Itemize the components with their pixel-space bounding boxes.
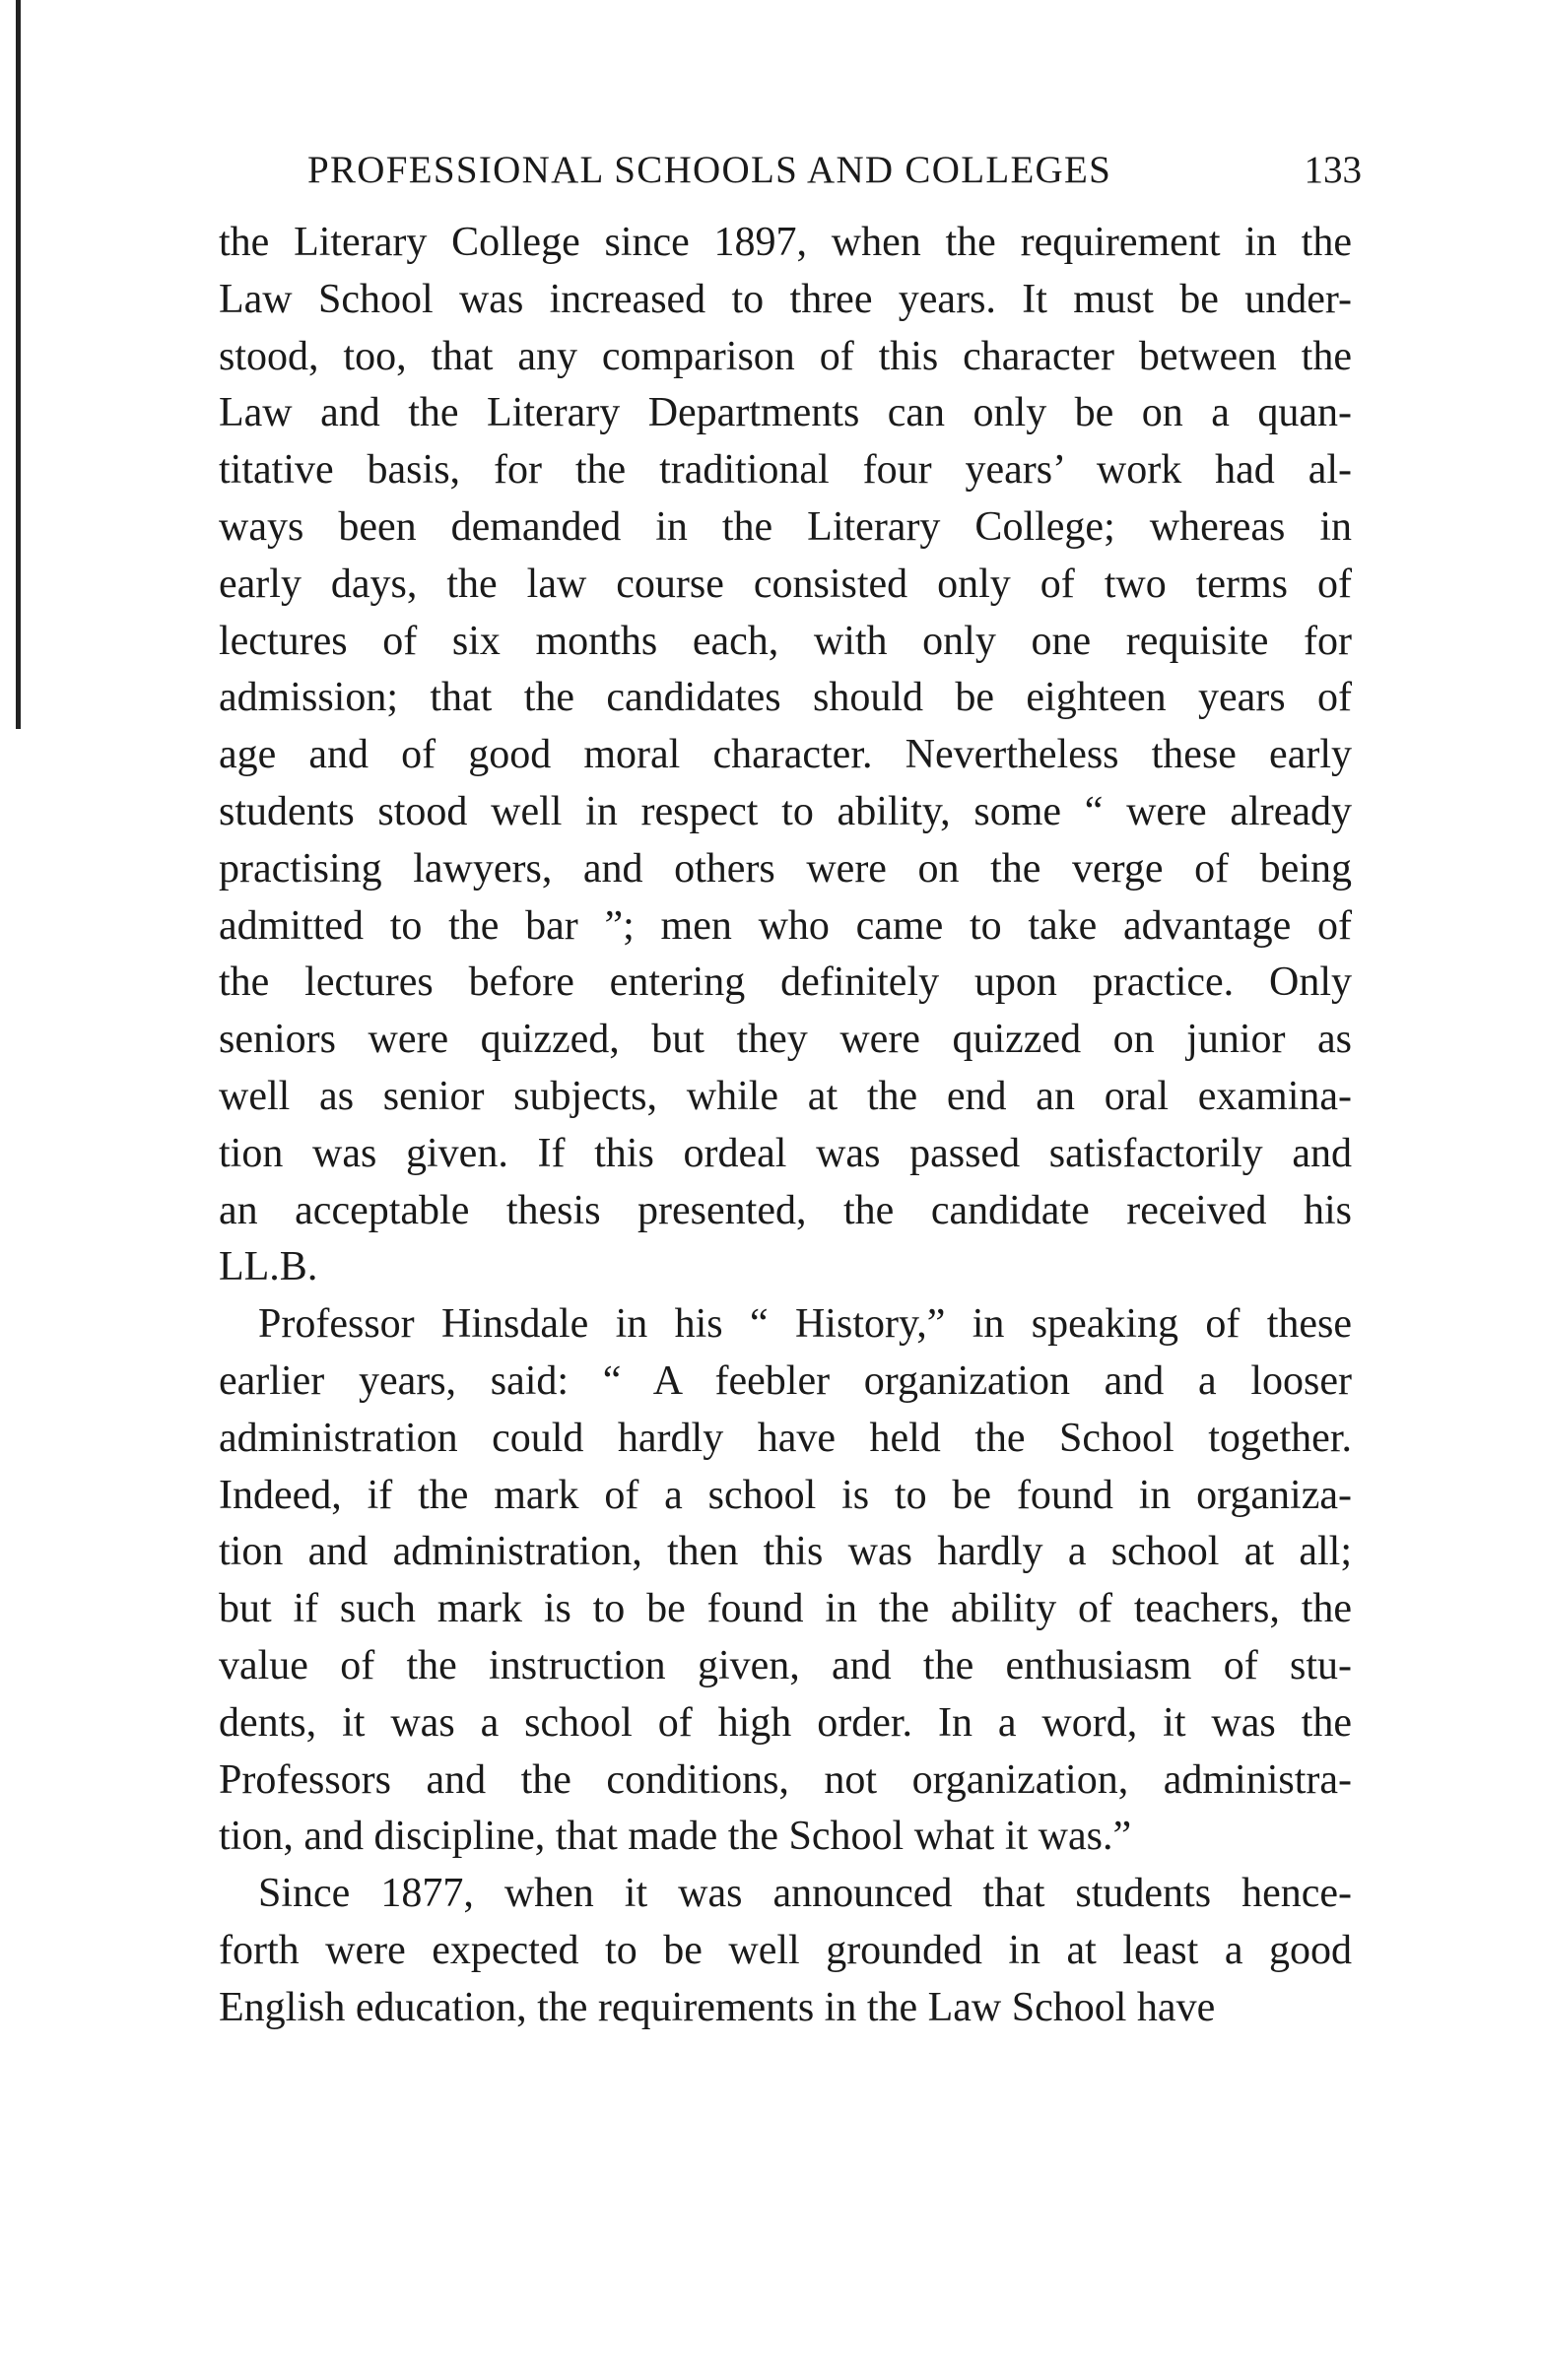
book-page <box>219 148 1362 2037</box>
text-line: Professor Hinsdale in his “ History,” in speaking of these <box>258 1301 1352 1348</box>
text-line: admitted to the bar ”; men who came to take advantage of <box>219 902 1352 949</box>
text-line: the lectures before entering definitely upon practice. Only <box>219 959 1352 1006</box>
text-line: Law School was increased to three years. It must be under- <box>219 276 1352 322</box>
text-line: tion and administration, then this was hardly a school at all; <box>219 1529 1352 1575</box>
text-line: Since 1877, when it was announced that students hence- <box>258 1871 1352 1917</box>
body-text <box>219 215 1352 2037</box>
text-line: value of the instruction given, and the enthusiasm of stu- <box>219 1642 1352 1688</box>
text-line: LL.B. <box>219 1244 318 1290</box>
text-line: age and of good moral character. Nevertheless these early <box>219 732 1352 778</box>
text-line: well as senior subjects, while at the end an oral examina- <box>219 1073 1352 1119</box>
text-line: seniors were quizzed, but they were quizzed on junior as <box>219 1017 1352 1063</box>
text-line: lectures of six months each, with only one requisite for <box>219 618 1352 664</box>
text-line: ways been demanded in the Literary College; whereas in <box>219 503 1352 550</box>
running-head <box>219 148 1362 197</box>
scan-edge-mark <box>16 0 21 729</box>
text-line: an acceptable thesis presented, the candidate received his <box>219 1187 1352 1233</box>
text-line: Law and the Literary Departments can only be on a quan- <box>219 390 1352 436</box>
text-line: students stood well in respect to ability, some “ were already <box>219 788 1352 834</box>
paragraph <box>219 215 1352 1296</box>
text-line: Professors and the conditions, not organization, administra- <box>219 1756 1352 1803</box>
text-line: earlier years, said: “ A feebler organization and a looser <box>219 1357 1352 1404</box>
text-line: titative basis, for the traditional four years’ work had al- <box>219 447 1352 494</box>
page-number: 133 <box>1304 149 1362 191</box>
text-line: tion was given. If this ordeal was passed satisfactorily and <box>219 1130 1352 1176</box>
text-line: admission; that the candidates should be eighteen years of <box>219 675 1352 721</box>
text-line: forth were expected to be well grounded in at least a good <box>219 1927 1352 1973</box>
text-line: dents, it was a school of high order. In a word, it was the <box>219 1699 1352 1746</box>
text-line: early days, the law course consisted only of two terms of <box>219 561 1352 607</box>
text-line: practising lawyers, and others were on the verge of being <box>219 845 1352 892</box>
text-line: but if such mark is to be found in the ability of teachers, the <box>219 1586 1352 1632</box>
text-line: the Literary College since 1897, when the requirement in the <box>219 220 1352 265</box>
paragraph <box>219 1866 1352 2036</box>
text-line: English education, the requirements in the Law School have <box>219 1984 1216 2030</box>
text-line: administration could hardly have held the School together. <box>219 1415 1352 1461</box>
paragraph <box>219 1296 1352 1866</box>
text-line: Indeed, if the mark of a school is to be found in organiza- <box>219 1472 1352 1518</box>
running-head-title: PROFESSIONAL SCHOOLS AND COLLEGES <box>307 149 1112 191</box>
text-line: stood, too, that any comparison of this character between the <box>219 333 1352 379</box>
text-line: tion, and discipline, that made the School what it was.” <box>219 1814 1132 1860</box>
